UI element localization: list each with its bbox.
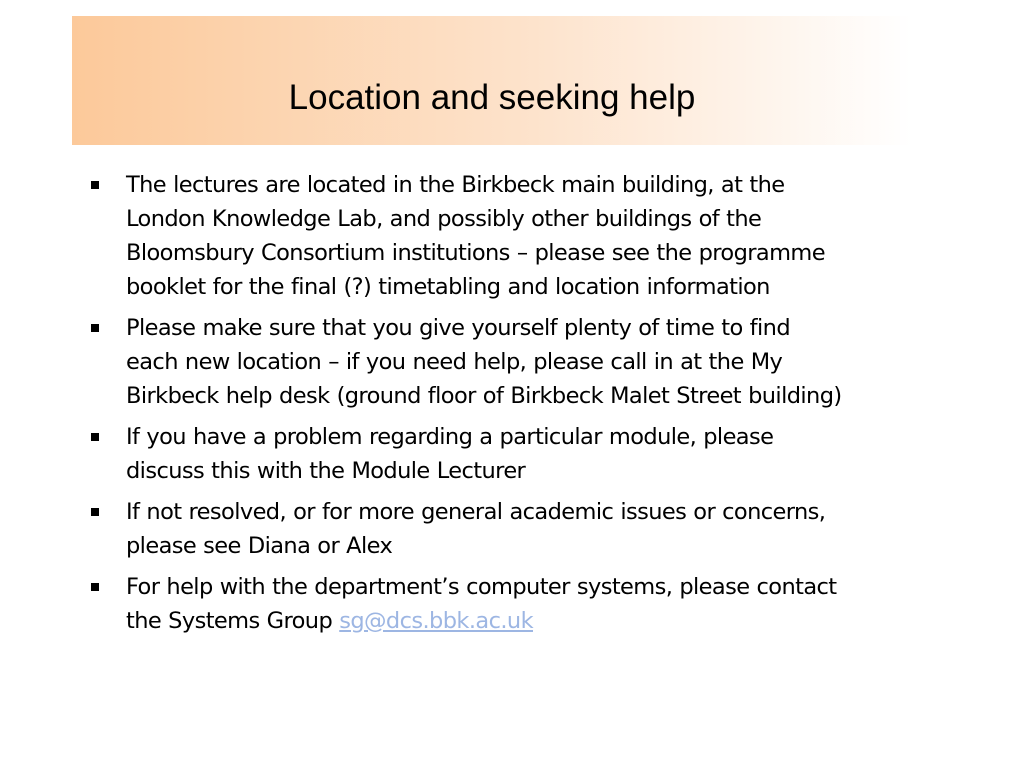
bullet-text-line: each new location – if you need help, please call in at the My: [126, 349, 783, 375]
bullet-text-segment: the Systems Group: [126, 608, 340, 634]
bullet-text-line: Bloomsbury Consortium institutions – please see the programme: [126, 240, 825, 266]
bullet-item-academic-issues: [88, 495, 988, 563]
bullet-text-line: If you have a problem regarding a particular module, please: [126, 424, 774, 450]
bullet-item-location: [88, 168, 988, 304]
bullet-item-systems-group: [88, 570, 988, 638]
bullet-item-help-desk: [88, 311, 988, 413]
bullet-text-line: booklet for the final (?) timetabling and location information: [126, 274, 770, 300]
square-bullet-icon: [91, 324, 99, 332]
bullet-text-line: Please make sure that you give yourself plenty of time to find: [126, 315, 790, 341]
bullet-text-line: If not resolved, or for more general academic issues or concerns,: [126, 499, 826, 525]
systems-group-email-link[interactable]: sg@dcs.bbk.ac.uk: [339, 608, 533, 634]
slide-title: Location and seeking help: [288, 78, 696, 117]
bullet-text-line: please see Diana or Alex: [126, 533, 393, 559]
bullet-text-line: London Knowledge Lab, and possibly other buildings of the: [126, 206, 762, 232]
title-band: [72, 16, 912, 145]
square-bullet-icon: [91, 508, 99, 516]
square-bullet-icon: [91, 433, 99, 441]
bullet-list: [88, 168, 988, 645]
square-bullet-icon: [91, 181, 99, 189]
square-bullet-icon: [91, 583, 99, 591]
bullet-item-module-problem: [88, 420, 988, 488]
bullet-text-line: For help with the department’s computer systems, please contact: [126, 574, 837, 600]
bullet-text-line: Birkbeck help desk (ground floor of Birkbeck Malet Street building): [126, 383, 842, 409]
bullet-text-line-with-link: [126, 604, 988, 638]
bullet-text-line: discuss this with the Module Lecturer: [126, 458, 526, 484]
bullet-text-line: The lectures are located in the Birkbeck main building, at the: [126, 172, 785, 198]
